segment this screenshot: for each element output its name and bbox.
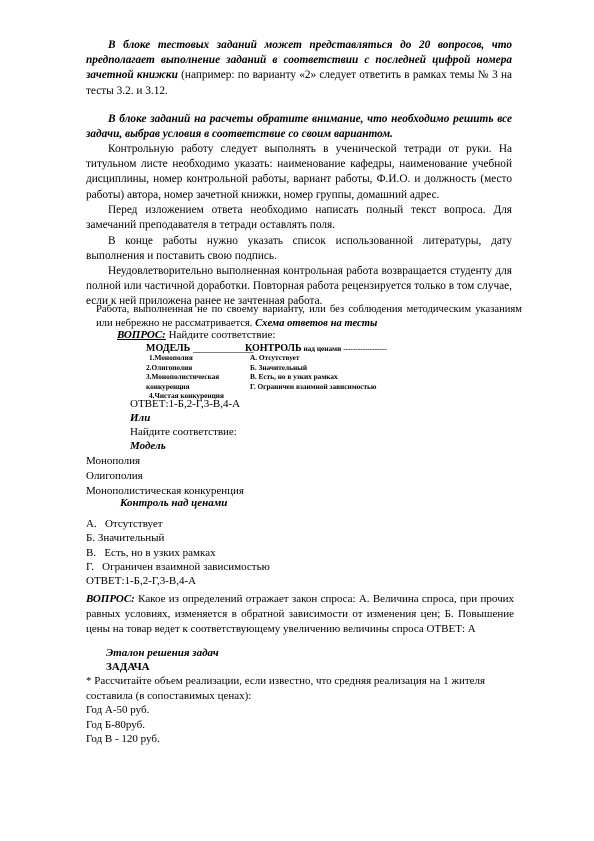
list-item: В. Есть, но в узких рамках <box>86 546 216 559</box>
control-label: Контроль над ценами <box>120 497 228 509</box>
model-item: 1.Монополия <box>149 353 193 362</box>
model-item: 4.Чистая конкуренция <box>149 391 224 401</box>
model-label: Модель <box>130 440 166 452</box>
model-item: 2.Олигополия <box>146 362 193 372</box>
paragraph-wrong-variant <box>96 303 522 330</box>
list-item: А. Отсутствует <box>86 518 163 530</box>
years-list <box>86 703 160 747</box>
paragraph-test-block <box>86 38 512 99</box>
emphasis-text: В блоке тестовых заданий может представляться до 20 вопросов, что предполагает выполнение заданий в соответствии с последней цифрой номера зачетной книжки <box>86 39 512 82</box>
answer-2: ОТВЕТ:1-Б,2-Г,3-В,4-А <box>86 575 197 588</box>
list-item: Г. Ограничен взаимной зависимостью <box>86 560 270 573</box>
question-label: ВОПРОС: <box>117 329 166 341</box>
control-item: В. Есть, но в узких рамках <box>250 372 338 382</box>
control-item: Г. Ограничен взаимной зависимостью <box>250 381 377 391</box>
models-column <box>146 353 246 401</box>
list-item: Б. Значительный <box>86 532 165 545</box>
question-label: ВОПРОС: <box>86 593 135 605</box>
paragraph-text: (например: по варианту «2» следует ответить в рамках темы № 3 на тесты 3.2. и 3.12. <box>86 69 513 97</box>
control-item: Б. Значительный <box>250 362 308 372</box>
solution-title: Эталон решения задач <box>106 647 219 659</box>
list-item: Год В - 120 руб. <box>86 733 160 745</box>
paragraph-calc-block: В блоке заданий на расчеты обратите внимание, что необходимо решить все задачи, выбрав условия в соответствие со своим вариантом. <box>86 113 512 141</box>
find-again: Найдите соответствие: <box>130 426 237 438</box>
header-blank: ___________ <box>192 342 254 354</box>
task-title: ЗАДАЧА <box>106 661 150 673</box>
header-control-rest: над ценами ------------------ <box>301 344 387 353</box>
header-model: МОДЕЛЬ <box>146 343 191 354</box>
paragraph-rework: Неудовлетворительно выполненная контрольная работа возвращается студенту для полной или частичной доработки. Повторная работа рецензируется только в том случае, если к ней приложена ранее не зачтенная работа. <box>86 265 512 308</box>
task-text: * Рассчитайте объем реализации, если известно, что средняя реализация на 1 жителя составила (в сопоставимых ценах): <box>86 675 486 702</box>
list-item: Монополистическая конкуренция <box>86 485 244 497</box>
question-2 <box>86 592 514 637</box>
question-text: Найдите соответствие: <box>165 329 276 341</box>
list-item: Олигополия <box>86 470 143 482</box>
question-1 <box>117 328 275 342</box>
scheme-title: Схема ответов на тесты <box>255 317 378 329</box>
control-list <box>86 517 270 588</box>
answer-1: ОТВЕТ:1-Б,2-Г,3-В,4-А <box>130 398 241 410</box>
list-item: Год Б-80руб. <box>86 718 145 731</box>
paragraph-question-text: Перед изложением ответа необходимо написать полный текст вопроса. Для замечаний преподавателя в тетради оставлять поля. <box>86 204 512 232</box>
paragraph-notebook: Контрольную работу следует выполнять в ученической тетради от руки. На титульном листе необходимо указать: наименование кафедры, наименование учебной дисциплины, номер контрольной работы, вариант работы, Ф.И.О. и должность (место работы) автора, номер зачетной книжки, номер группы, домашний адрес. <box>86 143 512 201</box>
question-text: Какое из определений отражает закон спроса: А. Величина спроса, при прочих равных условиях, изменяется в обратной зависимости от изменения цен; Б. Повышение цены на товар ведет к соответствующему увеличению величины спроса ОТВЕТ: А <box>86 593 514 635</box>
paragraph-literature: В конце работы нужно указать список использованной литературы, дату выполнения и поставить свою подпись. <box>86 235 512 263</box>
controls-column <box>250 353 450 391</box>
model-item: 3.Монополистическая конкуренция <box>146 372 220 391</box>
paragraph-text: Работа, выполненная не по своему варианту, или без соблюдения методическим указаниям или небрежно не рассматривается. <box>96 304 522 329</box>
or-label: Или <box>130 412 151 424</box>
control-item: А. Отсутствует <box>250 353 300 362</box>
list-item: Монополия <box>86 455 141 467</box>
list-item: Год А-50 руб. <box>86 704 150 716</box>
header-control: КОНТРОЛЬ <box>245 343 302 354</box>
model-list <box>86 454 244 499</box>
